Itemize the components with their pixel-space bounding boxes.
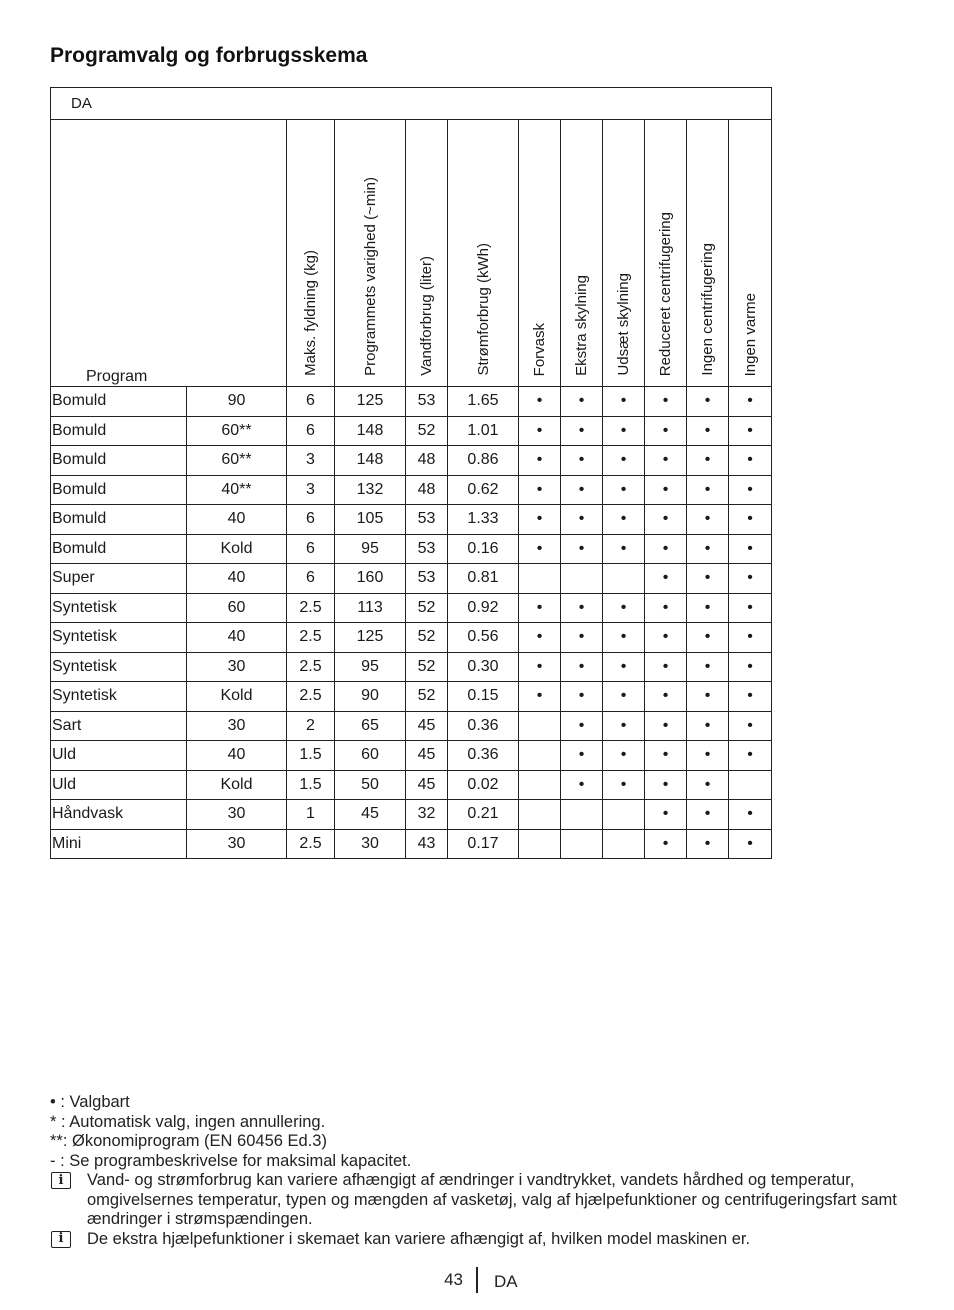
energy-cell: 1.33 [448,505,519,535]
option-cell: • [561,534,603,564]
program-name-cell: Syntetisk [51,623,187,653]
temp-cell: 60** [187,416,287,446]
table-language-label: DA [51,88,772,120]
column-header [448,120,519,387]
energy-cell: 0.36 [448,741,519,771]
table-row [51,652,772,682]
option-cell: • [645,446,687,476]
option-cell: • [519,593,561,623]
water-cell: 45 [406,770,448,800]
option-cell: • [729,623,772,653]
option-cell: • [603,387,645,417]
duration-cell: 148 [335,416,406,446]
option-cell [519,564,561,594]
option-cell: • [687,416,729,446]
energy-cell: 0.15 [448,682,519,712]
option-cell: • [687,475,729,505]
load-cell: 2.5 [287,682,335,712]
option-cell: • [561,446,603,476]
program-name-cell: Bomuld [51,387,187,417]
load-cell: 2.5 [287,829,335,859]
option-cell: • [645,682,687,712]
legend-line: * : Automatisk valg, ingen annullering. [50,1112,326,1131]
energy-cell: 0.56 [448,623,519,653]
page-footer [0,1270,954,1294]
column-header [561,120,603,387]
duration-cell: 160 [335,564,406,594]
temp-cell: 30 [187,800,287,830]
option-cell: • [687,770,729,800]
option-cell: • [729,446,772,476]
option-cell: • [687,711,729,741]
load-cell: 6 [287,534,335,564]
option-cell: • [729,505,772,535]
option-cell [561,800,603,830]
program-name-cell: Uld [51,741,187,771]
option-cell: • [729,652,772,682]
duration-cell: 65 [335,711,406,741]
water-cell: 53 [406,564,448,594]
water-cell: 43 [406,829,448,859]
table-row [51,770,772,800]
option-cell: • [603,711,645,741]
option-cell: • [603,475,645,505]
energy-cell: 0.92 [448,593,519,623]
option-cell: • [561,682,603,712]
energy-cell: 0.17 [448,829,519,859]
column-header-label: Maks. fyldning (kg) [302,250,319,376]
option-cell: • [603,446,645,476]
option-cell: • [603,682,645,712]
temp-cell: Kold [187,534,287,564]
option-cell: • [519,505,561,535]
column-header [287,120,335,387]
water-cell: 53 [406,505,448,535]
temp-cell: 60 [187,593,287,623]
option-cell [519,770,561,800]
load-cell: 6 [287,416,335,446]
table-row [51,593,772,623]
load-cell: 1 [287,800,335,830]
option-cell: • [603,741,645,771]
temp-cell: 30 [187,652,287,682]
option-cell: • [687,534,729,564]
option-cell: • [519,416,561,446]
energy-cell: 0.62 [448,475,519,505]
option-cell: • [603,505,645,535]
duration-cell: 148 [335,446,406,476]
duration-cell: 95 [335,534,406,564]
option-cell: • [729,475,772,505]
option-cell: • [561,505,603,535]
column-header-label: Forvask [531,322,548,376]
program-name-cell: Uld [51,770,187,800]
column-header-label: Vandforbrug (liter) [418,256,435,376]
duration-cell: 125 [335,387,406,417]
option-cell: • [603,770,645,800]
energy-cell: 0.86 [448,446,519,476]
option-cell: • [687,564,729,594]
water-cell: 52 [406,416,448,446]
option-cell: • [645,800,687,830]
option-cell: • [687,446,729,476]
option-cell: • [729,593,772,623]
option-cell: • [645,623,687,653]
column-header-label: Reduceret centrifugering [657,211,674,376]
water-cell: 48 [406,475,448,505]
program-table [50,87,772,859]
option-cell [519,741,561,771]
option-cell: • [729,800,772,830]
energy-cell: 0.30 [448,652,519,682]
option-cell: • [519,387,561,417]
water-cell: 53 [406,387,448,417]
option-cell: • [645,387,687,417]
table-row [51,741,772,771]
option-cell: • [519,682,561,712]
option-cell: • [729,534,772,564]
column-header-label: Ingen varme [741,292,759,376]
energy-cell: 0.36 [448,711,519,741]
option-cell [519,711,561,741]
duration-cell: 132 [335,475,406,505]
option-cell: • [603,416,645,446]
option-cell: • [687,623,729,653]
info-icon: i [51,1231,71,1248]
option-cell: • [687,652,729,682]
load-cell: 2.5 [287,652,335,682]
option-cell [519,800,561,830]
option-cell: • [561,652,603,682]
energy-cell: 0.81 [448,564,519,594]
option-cell: • [687,505,729,535]
water-cell: 52 [406,623,448,653]
program-name-cell: Syntetisk [51,682,187,712]
temp-cell: 30 [187,711,287,741]
page-title: Programvalg og forbrugsskema [50,44,368,67]
load-cell: 1.5 [287,741,335,771]
water-cell: 52 [406,593,448,623]
water-cell: 45 [406,711,448,741]
table-row [51,416,772,446]
option-cell: • [645,534,687,564]
option-cell [561,829,603,859]
option-cell: • [729,564,772,594]
column-header [406,120,448,387]
option-cell: • [687,387,729,417]
info-note-text: Vand- og strømforbrug kan variere afhængigt af ændringer i vandtrykket, vandets hårdhed og temperatur, omgivelsernes temperatur, typen og mængden af vasketøj, valg af hjælpefunktioner og centrifugeringsfart samt ændringer i strømspændingen. [87,1171,897,1228]
load-cell: 6 [287,505,335,535]
legend-line: • : Valgbart [50,1093,130,1111]
water-cell: 52 [406,652,448,682]
info-note [50,1171,900,1230]
temp-cell: 40 [187,564,287,594]
program-column-header: Program [51,120,287,387]
table-row [51,829,772,859]
load-cell: 3 [287,475,335,505]
footer-language: DA [494,1272,518,1291]
column-header-label: Ingen centrifugering [699,243,716,376]
info-icon: i [51,1172,71,1189]
table-row [51,446,772,476]
duration-cell: 95 [335,652,406,682]
option-cell: • [687,593,729,623]
legend-line: **: Økonomiprogram (EN 60456 Ed.3) [50,1132,327,1150]
program-name-cell: Sart [51,711,187,741]
column-header [645,120,687,387]
option-cell: • [729,711,772,741]
temp-cell: 40** [187,475,287,505]
option-cell [729,770,772,800]
option-cell: • [519,534,561,564]
duration-cell: 90 [335,682,406,712]
info-note-text: De ekstra hjælpefunktioner i skemaet kan variere afhængigt af, hvilken model maskinen er. [87,1229,751,1248]
table-row [51,475,772,505]
duration-cell: 113 [335,593,406,623]
duration-cell: 50 [335,770,406,800]
option-cell: • [645,416,687,446]
column-header-label: Programmets varighed (~min) [361,177,379,376]
option-cell [519,829,561,859]
option-cell: • [561,711,603,741]
program-name-cell: Bomuld [51,475,187,505]
option-cell: • [561,593,603,623]
option-cell: • [729,741,772,771]
option-cell: • [603,534,645,564]
legend-line: - : Se programbeskrivelse for maksimal kapacitet. [50,1151,412,1170]
option-cell: • [687,741,729,771]
column-header [729,120,772,387]
option-cell: • [603,652,645,682]
program-name-cell: Bomuld [51,446,187,476]
option-cell: • [645,741,687,771]
option-cell: • [645,475,687,505]
page-number: 43 [444,1270,463,1289]
temp-cell: 60** [187,446,287,476]
option-cell: • [561,623,603,653]
option-cell: • [645,593,687,623]
option-cell: • [603,593,645,623]
temp-cell: 40 [187,741,287,771]
info-note [50,1230,900,1250]
program-name-cell: Bomuld [51,416,187,446]
option-cell: • [519,623,561,653]
option-cell: • [729,416,772,446]
table-row [51,682,772,712]
option-cell [603,800,645,830]
option-cell: • [561,770,603,800]
option-cell: • [687,829,729,859]
option-cell: • [687,800,729,830]
table-row [51,800,772,830]
load-cell: 2.5 [287,623,335,653]
option-cell [603,829,645,859]
program-name-cell: Syntetisk [51,593,187,623]
load-cell: 1.5 [287,770,335,800]
program-name-cell: Mini [51,829,187,859]
program-name-cell: Super [51,564,187,594]
energy-cell: 0.16 [448,534,519,564]
water-cell: 32 [406,800,448,830]
duration-cell: 30 [335,829,406,859]
option-cell: • [645,505,687,535]
column-header [335,120,406,387]
column-header [519,120,561,387]
footer-divider [476,1267,478,1293]
energy-cell: 0.02 [448,770,519,800]
load-cell: 2.5 [287,593,335,623]
option-cell: • [519,475,561,505]
option-cell: • [729,829,772,859]
legend [50,1093,900,1249]
option-cell: • [603,623,645,653]
option-cell: • [687,682,729,712]
option-cell: • [645,770,687,800]
option-cell: • [519,652,561,682]
column-header [687,120,729,387]
option-cell: • [645,829,687,859]
option-cell: • [561,387,603,417]
energy-cell: 1.01 [448,416,519,446]
temp-cell: 40 [187,623,287,653]
load-cell: 3 [287,446,335,476]
energy-cell: 1.65 [448,387,519,417]
table-row [51,534,772,564]
option-cell [603,564,645,594]
program-name-cell: Syntetisk [51,652,187,682]
temp-cell: 30 [187,829,287,859]
option-cell: • [561,416,603,446]
option-cell: • [645,711,687,741]
table-row [51,505,772,535]
table-row [51,564,772,594]
duration-cell: 125 [335,623,406,653]
table-row [51,623,772,653]
temp-cell: 40 [187,505,287,535]
program-name-cell: Håndvask [51,800,187,830]
option-cell: • [729,682,772,712]
column-header [603,120,645,387]
temp-cell: 90 [187,387,287,417]
duration-cell: 60 [335,741,406,771]
load-cell: 6 [287,387,335,417]
duration-cell: 105 [335,505,406,535]
option-cell: • [561,475,603,505]
load-cell: 2 [287,711,335,741]
energy-cell: 0.21 [448,800,519,830]
option-cell: • [561,741,603,771]
table-row [51,387,772,417]
duration-cell: 45 [335,800,406,830]
water-cell: 45 [406,741,448,771]
water-cell: 52 [406,682,448,712]
option-cell: • [519,446,561,476]
water-cell: 48 [406,446,448,476]
option-cell: • [729,387,772,417]
option-cell: • [645,564,687,594]
option-cell [561,564,603,594]
load-cell: 6 [287,564,335,594]
option-cell: • [645,652,687,682]
column-header-label: Ekstra skylning [573,275,590,376]
column-header-label: Strømforbrug (kWh) [474,243,492,376]
temp-cell: Kold [187,770,287,800]
column-header-label: Udsæt skylning [615,273,632,376]
program-name-cell: Bomuld [51,505,187,535]
table-row [51,711,772,741]
program-name-cell: Bomuld [51,534,187,564]
temp-cell: Kold [187,682,287,712]
water-cell: 53 [406,534,448,564]
